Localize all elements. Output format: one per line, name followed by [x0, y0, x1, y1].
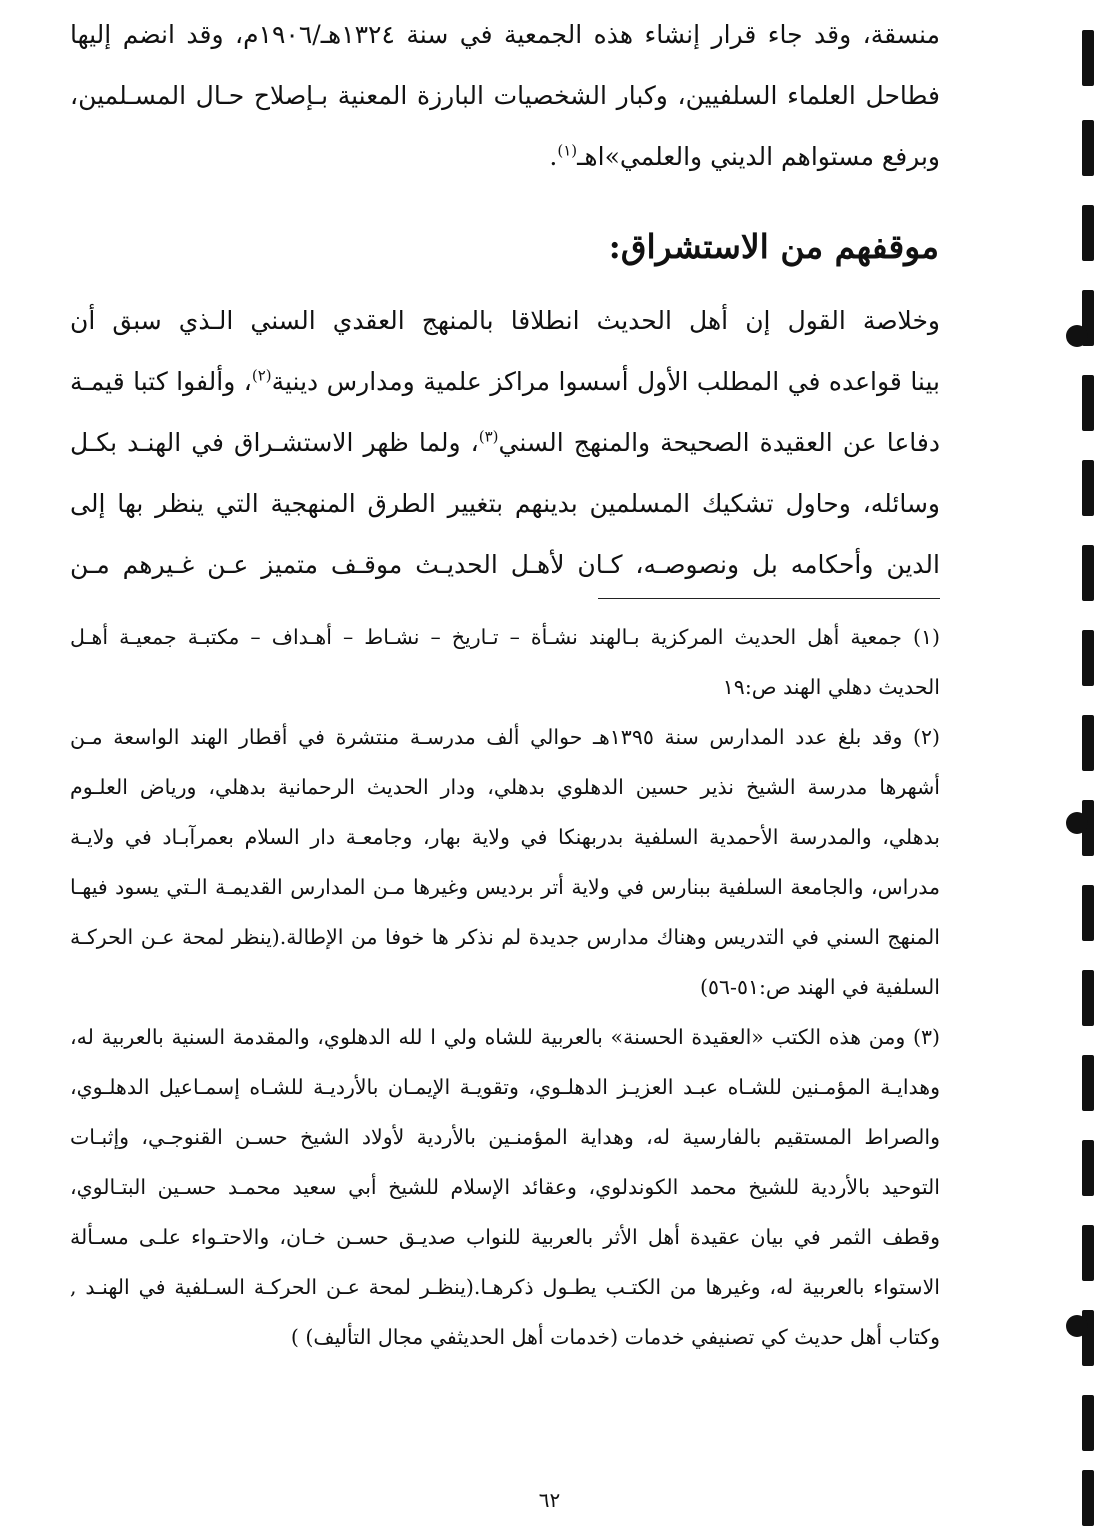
- binding-bar: [1082, 1140, 1094, 1196]
- footnote-line: والصراط المستقيم بالفارسية له، وهداية المؤمنـين بالأردية لأولاد الشيخ حسـن القنوجـي، وإثبـات: [70, 1125, 940, 1149]
- text-line: وخلاصة القول إن أهل الحديث انطلاقا بالمنهج العقدي السني الـذي سبق أن: [70, 306, 940, 335]
- footnote-separator: [598, 598, 940, 599]
- text-line: فطاحل العلماء السلفيين، وكبار الشخصيات البارزة المعنية بـإصلاح حـال المسـلمين،: [70, 81, 940, 110]
- binding-bar: [1082, 1055, 1094, 1111]
- text-line: [70, 126, 940, 187]
- footnote-3: [70, 1012, 940, 1362]
- text-line: منسقة، وقد جاء قرار إنشاء هذه الجمعية في سنة ١٣٢٤هـ/١٩٠٦م، وقد انضم إليها: [70, 20, 940, 49]
- text-fragment: وبرفع مستواهم الديني والعلمي»اهـ: [577, 142, 940, 171]
- footnote-line: (٢) وقد بلغ عدد المدارس سنة ١٣٩٥هـ حوالي ألف مدرسـة منتشرة في أقطار الهند الواسعة مـن: [70, 725, 940, 749]
- binding-dot: [1066, 325, 1088, 347]
- text-line: وسائله، وحاول تشكيك المسلمين بدينهم بتغيير الطرق المنهجية التي ينظر بها إلى: [70, 489, 940, 518]
- binding-bar: [1082, 1395, 1094, 1451]
- text-fragment: ، وألفوا كتبا قيمـة: [70, 367, 252, 396]
- footnote-line: وكتاب أهل حديث كي تصنيفي خدمات (خدمات أهل الحديثفي مجال التأليف) ): [290, 1325, 940, 1349]
- binding-bar: [1082, 545, 1094, 601]
- binding-bar: [1082, 715, 1094, 771]
- footnote-ref: (٣): [478, 427, 499, 446]
- footnote-line: الاستواء بالعربية له، وغيرها من الكتـب يطـول ذكرهـا.(ينظـر لمحة عـن الحركـة السـلفية في الهنـد ,: [70, 1275, 940, 1299]
- footnote-line: بدهلي، والمدرسة الأحمدية السلفية بدربهنكا في ولاية بهار، وجامعـة دار السلام بعمرآبـاد في ولايـة: [70, 825, 940, 849]
- text-line: [70, 351, 940, 412]
- footnote-ref: (١): [557, 141, 578, 160]
- footnote-line: المنهج السني في التدريس وهناك مدارس جديدة لم نذكر ها خوفا من الإطالة.(ينظر لمحة عـن الحركـة: [70, 925, 940, 949]
- binding-bar: [1082, 30, 1094, 86]
- binding-bar: [1082, 205, 1094, 261]
- paragraph-main: [70, 290, 940, 595]
- binding-bar: [1082, 375, 1094, 431]
- text-line: [70, 412, 940, 473]
- footnote-line: مدراس، والجامعة السلفية ببنارس في ولاية أتر برديس وغيرها مـن المدارس القديمـة الـتي يسود فيهـا: [70, 875, 940, 899]
- text-fragment: ، ولما ظهر الاستشـراق في الهنـد بكـل: [70, 428, 479, 457]
- footnote-1: [70, 612, 940, 712]
- footnote-line: السلفية في الهند ص:٥١-٥٦): [699, 975, 940, 999]
- paragraph-continuation: [70, 4, 940, 187]
- punctuation: .: [549, 142, 558, 171]
- footnote-line: وقطف الثمر في بيان عقيدة أهل الأثر بالعربية للنواب صديـق حسـن خـان، والاحتـواء علـى مسـألة: [70, 1225, 940, 1249]
- footnote-line: أشهرها مدرسة الشيخ نذير حسين الدهلوي بدهلي، ودار الحديث الرحمانية بدهلي، ورياض العلـوم: [70, 775, 940, 799]
- footnote-line: الحديث دهلي الهند ص:١٩: [722, 675, 940, 699]
- binding-bar: [1082, 120, 1094, 176]
- footnote-line: (١) جمعية أهل الحديث المركزية بـالهند نشـأة – تـاريخ – نشـاط – أهـداف – مكتبـة جمعيـة أهـل: [70, 625, 940, 649]
- footnote-line: (٣) ومن هذه الكتب «العقيدة الحسنة» بالعربية للشاه ولي ا لله الدهلوي، والمقدمة السنية بالعربية له،: [70, 1025, 940, 1049]
- binding-dot: [1066, 1315, 1088, 1337]
- binding-bar: [1082, 1225, 1094, 1281]
- footnote-line: التوحيد بالأردية للشيخ محمد الكوندلوي، وعقائد الإسلام للشيخ أبي سعيد محمـد حسـين البتـالوي،: [70, 1175, 940, 1199]
- footnote-2: [70, 712, 940, 1012]
- footnote-ref: (٢): [251, 366, 272, 385]
- binding-dot: [1066, 812, 1088, 834]
- binding-bar: [1082, 460, 1094, 516]
- binding-bar: [1082, 970, 1094, 1026]
- text-fragment: دفاعا عن العقيدة الصحيحة والمنهج السني: [498, 428, 940, 457]
- section-heading: موقفهم من الاستشراق:: [608, 227, 939, 266]
- binding-marks: [1078, 0, 1099, 1531]
- text-line: الدين وأحكامه بل ونصوصـه، كـان لأهـل الحديـث موقـف متميز عـن غـيرهم مـن: [70, 550, 940, 579]
- page-number: ٦٢: [538, 1488, 561, 1512]
- text-fragment: بينا قواعده في المطلب الأول أسسوا مراكز علمية ومدارس دينية: [271, 367, 940, 396]
- binding-bar: [1082, 630, 1094, 686]
- footnote-line: وهدايـة المؤمـنين للشـاه عبـد العزيـز الدهلـوي، وتقويـة الإيمـان بالأرديـة للشـاه إسمـاعيل الدهلـوي،: [70, 1075, 940, 1099]
- binding-bar: [1082, 885, 1094, 941]
- binding-bar: [1082, 1470, 1094, 1526]
- footnotes: [70, 612, 940, 1362]
